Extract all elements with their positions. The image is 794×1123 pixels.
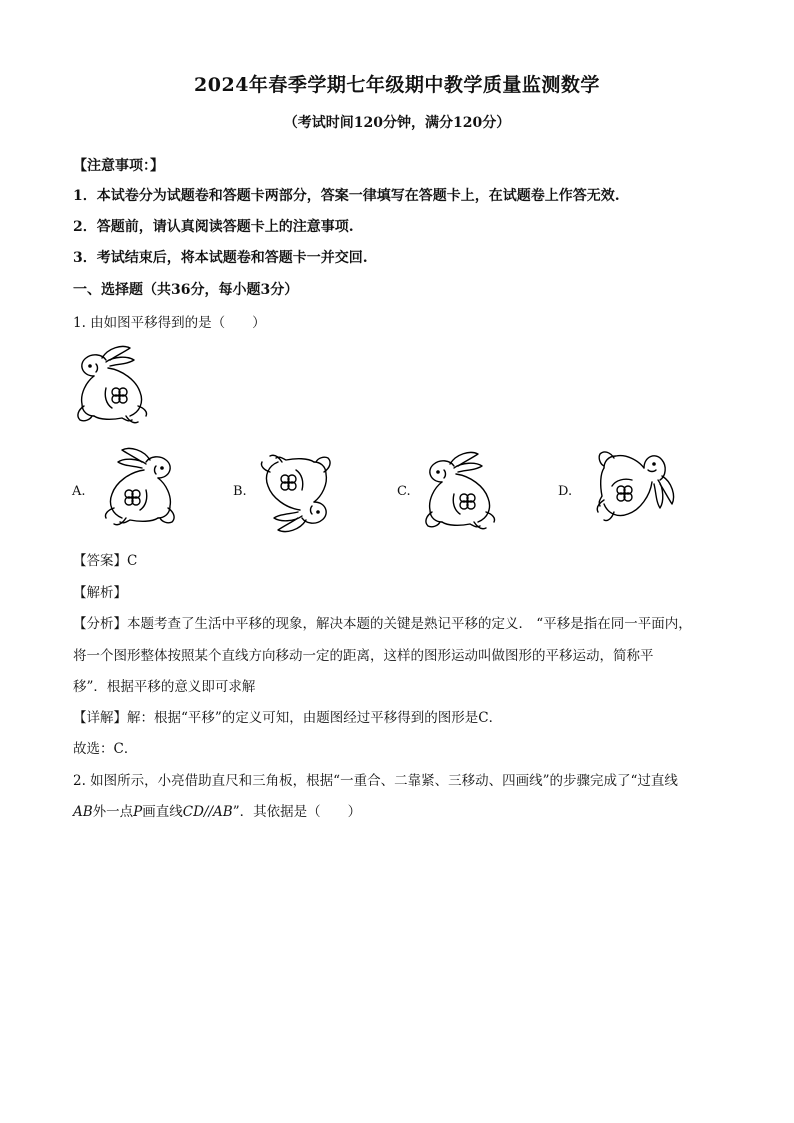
page-subtitle: （考试时间120分钟，满分120分） xyxy=(283,115,511,131)
text-draw-line: 画直线 xyxy=(142,804,183,820)
option-d-figure xyxy=(578,440,678,540)
option-c-label: C. xyxy=(397,484,411,499)
answer-label: 【答案】C xyxy=(73,553,138,569)
analysis-label: 【解析】 xyxy=(73,585,127,601)
question-1-stem: 1. 由如图平移得到的是（ ） xyxy=(73,315,266,331)
notice-item-3: 3．考试结束后，将本试题卷和答题卡一并交回. xyxy=(73,250,368,266)
question-2-line-1: 2. 如图所示，小亮借助直尺和三角板，根据“一重合、二靠紧、三移动、四画线”的步骤完成了“过直线 xyxy=(73,773,678,789)
notice-heading: 【注意事项：】 xyxy=(73,158,164,174)
detail-line: 【详解】解：根据“平移”的定义可知，由题图经过平移得到的图形是C． xyxy=(73,710,503,726)
question-2-line-2 xyxy=(73,800,361,820)
conclusion-line: 故选：C． xyxy=(73,741,138,757)
notice-item-2: 2．答题前，请认真阅读答题卡上的注意事项. xyxy=(73,219,354,235)
option-b-figure xyxy=(252,440,342,540)
option-a-label: A. xyxy=(72,484,86,499)
original-rabbit-figure xyxy=(70,342,150,428)
option-d-label: D. xyxy=(558,484,573,499)
parallel-expression: CD//AB xyxy=(182,804,233,820)
text-basis: ”．其依据是（ ） xyxy=(232,804,362,820)
line-ab-symbol: AB xyxy=(73,804,93,820)
analysis-line-2: 将一个图形整体按照某个直线方向移动一定的距离，这样的图形运动叫做图形的平移运动，简称平 xyxy=(73,648,654,664)
option-a-figure xyxy=(92,440,182,540)
page-title: 2024年春季学期七年级期中教学质量监测数学 xyxy=(194,74,600,96)
section-heading: 一、选择题（共36分，每小题3分） xyxy=(73,282,299,298)
analysis-line-1: 【分析】本题考查了生活中平移的现象，解决本题的关键是熟记平移的定义． “平移是指在同一平面内， xyxy=(73,616,692,632)
text-outside-point: 外一点 xyxy=(92,804,134,820)
analysis-line-3: 移”．根据平移的意义即可求解 xyxy=(73,679,256,695)
notice-item-1: 1．本试卷分为试题卷和答题卡两部分，答案一律填写在答题卡上，在试题卷上作答无效. xyxy=(73,188,620,204)
option-c-figure xyxy=(414,440,504,540)
point-p-symbol: P xyxy=(133,804,143,820)
option-b-label: B. xyxy=(233,484,247,499)
